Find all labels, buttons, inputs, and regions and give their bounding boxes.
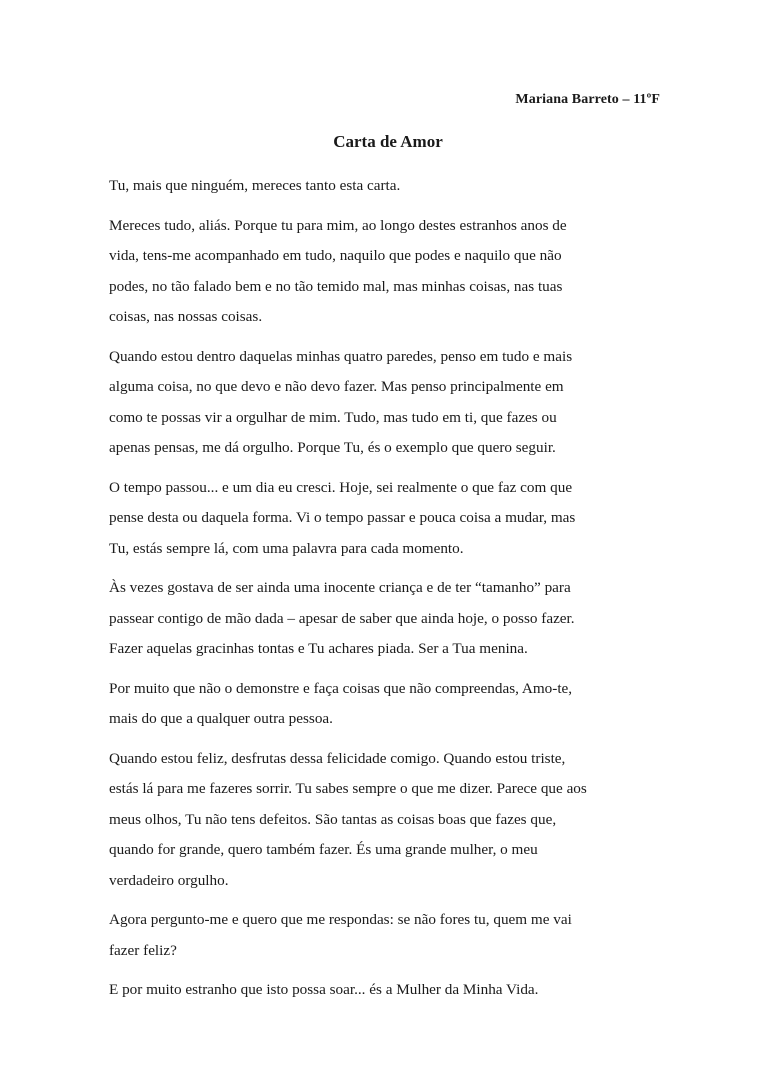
paragraph-line: Agora pergunto-me e quero que me respondas: se não fores tu, quem me vai bbox=[109, 911, 572, 928]
paragraph-line: vida, tens-me acompanhado em tudo, naquilo que podes e naquilo que não bbox=[109, 247, 562, 264]
paragraph-line: verdadeiro orgulho. bbox=[109, 871, 229, 889]
author-line: Mariana Barreto – 11ºF bbox=[515, 92, 660, 107]
letter-paragraph bbox=[109, 573, 669, 665]
paragraph-line: passear contigo de mão dada – apesar de saber que ainda hoje, o posso fazer. bbox=[109, 609, 575, 627]
letter-paragraph bbox=[109, 211, 669, 333]
paragraph-line: Quando estou feliz, desfrutas dessa felicidade comigo. Quando estou triste, bbox=[109, 749, 566, 767]
paragraph-line: mais do que a qualquer outra pessoa. bbox=[109, 710, 333, 727]
letter-paragraph bbox=[109, 975, 669, 1006]
letter-paragraph bbox=[109, 744, 669, 897]
paragraph-line: meus olhos, Tu não tens defeitos. São tantas as coisas boas que fazes que, bbox=[109, 810, 557, 828]
paragraph-line: Por muito que não o demonstre e faça coisas que não compreendas, Amo-te, bbox=[109, 679, 573, 697]
letter-paragraph bbox=[109, 905, 669, 966]
paragraph-line: E por muito estranho que isto possa soar... és a Mulher da Minha Vida. bbox=[109, 981, 539, 998]
paragraph-line: Tu, estás sempre lá, com uma palavra para cada momento. bbox=[109, 539, 464, 557]
letter-paragraph bbox=[109, 342, 669, 464]
paragraph-line: Mereces tudo, aliás. Porque tu para mim, ao longo destes estranhos anos de bbox=[109, 216, 567, 234]
paragraph-line: pense desta ou daquela forma. Vi o tempo passar e pouca coisa a mudar, mas bbox=[109, 509, 576, 526]
paragraph-line: Tu, mais que ninguém, mereces tanto esta carta. bbox=[109, 177, 401, 194]
paragraph-line: O tempo passou... e um dia eu cresci. Hoje, sei realmente o que faz com que bbox=[109, 478, 573, 496]
document-title-text: Carta de Amor bbox=[333, 132, 443, 151]
paragraph-line: como te possas vir a orgulhar de mim. Tudo, mas tudo em ti, que fazes ou bbox=[109, 408, 557, 426]
paragraph-line: alguma coisa, no que devo e não devo fazer. Mas penso principalmente em bbox=[109, 378, 564, 395]
paragraph-line: Às vezes gostava de ser ainda uma inocente criança e de ter “tamanho” para bbox=[109, 579, 571, 596]
paragraph-line: Fazer aquelas gracinhas tontas e Tu achares piada. Ser a Tua menina. bbox=[109, 640, 528, 657]
letter-paragraph bbox=[109, 674, 669, 735]
letter-body bbox=[109, 171, 669, 1015]
letter-paragraph bbox=[109, 171, 669, 202]
letter-paragraph bbox=[109, 473, 669, 565]
paragraph-line: Quando estou dentro daquelas minhas quatro paredes, penso em tudo e mais bbox=[109, 347, 573, 365]
paragraph-line: estás lá para me fazeres sorrir. Tu sabes sempre o que me dizer. Parece que aos bbox=[109, 780, 587, 797]
paragraph-line: coisas, nas nossas coisas. bbox=[109, 308, 263, 325]
paragraph-line: podes, no tão falado bem e no tão temido mal, mas minhas coisas, nas tuas bbox=[109, 277, 563, 295]
paragraph-line: fazer feliz? bbox=[109, 941, 177, 959]
document-title bbox=[0, 132, 768, 152]
paragraph-line: apenas pensas, me dá orgulho. Porque Tu, és o exemplo que quero seguir. bbox=[109, 439, 556, 456]
paragraph-line: quando for grande, quero também fazer. És uma grande mulher, o meu bbox=[109, 841, 538, 858]
